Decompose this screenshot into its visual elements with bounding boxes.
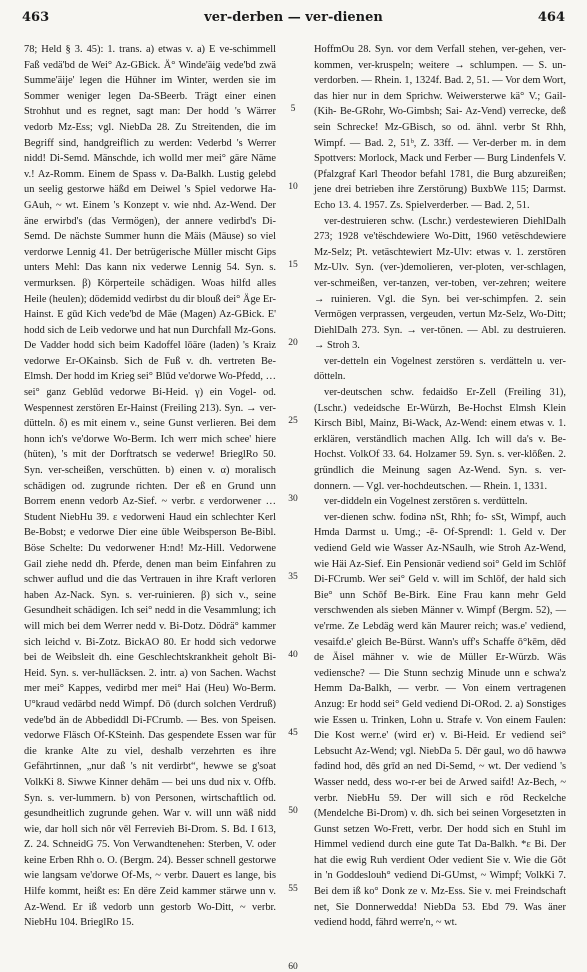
line-number: 10 [288, 182, 298, 193]
line-number: 55 [288, 884, 298, 895]
line-number: 25 [288, 416, 298, 427]
headword-range: ver-derben — ver-dienen [204, 10, 383, 25]
left-text-column [24, 42, 276, 929]
line-number: 20 [288, 338, 298, 349]
line-number: 30 [288, 494, 298, 505]
left-column-paragraph: 78; Held § 3. 45): 1. trans. a) etwas v. a) E ve-schimmell Faß vedä'bd de Wei° Az-GBick. Ä° Winde'äig vede'bd zwä Summe'äije' legen die Hühner im Winter, werden sie im Sommer weniger legen Da-SBeerb. Trägt einer einen Strohhut und es regnet, sagt man: Der hodd 's Wärrer vedorb Mz-Ess; vgl. NiebDa 28. Zu Streitenden, die im Begriff sind, handgreiflich zu werden: Vederbd 's Werrer nidd! Di-Semd. Mänschde, ich wolld mer mei° gäre Näme v.! Az-Romm. Einem de Spass v. Da-Balkh. Lustig gelebd un seelig gestorwe häßd em Deiwel 's Spiel vedorwe Ha-GAuh, ~ wt. Einem 's Konzept v. wie nhd. Az-Wend. Der äne erwirbd's (das Vermögen), der annere vedirbd's Di-Semd. De nächste Summer hunn die Mäis (Mäuse) so viel verdorwe Lennig 41. Der betrügerische Müller mischt Gips unters Mehl: Das kann nix vederwe Lennig 54. Syn. s. vermurksen. β) Körperteile schädigen. Woas hilfd alles Heile (heulen); dödemidd vedirbst du dir blouß dei° Äge Er-Hainst. E gūd Kich vede'bd de Mäe (Magen) Az-GBick. E' hodd sich de Leib vedorwe und hat nun Durchfall Mz-Gons. De Vadder hodd sich beim Kadoffel lōäre (laden) 's Kraiz vedorwe Er-OKainsb. Sich de Fuß v. dh. vertreten Be-Elmsh. Der hodd im Krieg sei° Blūd ve'dorwe Wo-Pfedd, … sei° ganz Geblūd vedorwe Bi-Heid. γ) ein Vogel- od. Wespennest zerstören Er-Hainst (Freiling 213). Syn. → ver-dütteln. δ) es mit einem v., seine Gunst verlieren. Bei dem honn ich's ve'dorwe Wo-Berm. Ich werr mich schee' hiere (hüten), 's mit der Dorftratsch se vederwe! BrieglRo 50. Syn. ver-scheißen, verschütten. b) einen v. α) moralisch schädigen od. zugrunde richten. Der eß en Grund unn Borrem enenn vedorb Az-Sief. ~ verbr. ε verdorwener … Student NiebHu 39. ε vedorweni Haud ein schlechter Kerl Be-Bobst; e vedorwe Dier eine üble Weibsperson Be-Bibl. Böse Schelte: Du vedorwener H:nd! Mz-Hill. Vedorwene Gail ziehe nedd dh. Pferde, denen man beim Einfahren zu schwer auflud und die das Vertrauen in ihre Kraft verloren haben Az-Nack. Syn. s. ver-ruinieren. β) sich v., seine Gesundheit schädigen. Ich sei° nedd in die Vesammlung; ich will mich bei dem Werrer nedd v. Bi-Dotz. Dödrä° kammer sich leichd v. Bi-Zotz. BickAO 80. Er hodd sich vedorwe bei de Weibsleit dh. eine Geschlechtskrankheit geholt Bi-Heid. Syn. s. ver-hulläcksen. 2. intr. a) von Sachen. Wachst mer mei° Kappes, vedirbd mer mei° Hai (Heu) Wo-Berm. U°kraud vedärbd nedd Wimpf. Dō (durch solchen Verdruß) vede'bd än de Abbediddl Di-FCrumb. — Bes. von Speisen. vedorwe Fläsch Of-KSteinh. Das gespendete Essen war für die kranke Alte zu viel, deshalb verzehrten es ihre Gefährtinnen, „nur daß 's nit verdirbt“, hewwe se g'soat VolkKi 8. Siwwe Kinner dehām — bei uns dud nix v. Offb. Syn. s. ver-lummern. b) von Personen, wirtschaftlich od. gesundheitlich zugrunde gehen. War v. will unn wāß nidd wie, dar holl sich nôr vēl Ferrevieh Bi-Drom. S. Bd. I 613, Z. 24. SchneidG 75. Von Verwandtenehen: Sterben, V. oder keine Erben Rhh o. O. (Bergm. 24). Besser schnell gestorwe wie langsam ve'dorwe Of-Ms, ~ verbr. Dauert es lange, bis Hilfe kommt, heißt es: En dëre Zeid kammer stärwe unn v. Az-Wend. Er iß vedorb unn gestorb Wo-Ditt, ~ verbr. NiebHu 104. BrieglRo 15. [24, 44, 276, 929]
right-column-paragraph: ver-dienen schw. fodinə nSt, Rhh; fo- sSt, Wimpf, auch Hmda Darmst u. Umg.; -ē- Of-Sprendl: 1. Geld v. Der vediend Geld wie Wasser Az-NSaulh, wie Stroh Az-Wend, wie Häi Az-Sief. Ein Pensionär vediend soi° Geld im Schlōf Di-FCrumb. Wer sei° Geld v. will im Schlōf, der hald sich Bie° unn Schōf Be-Birk. Eine Frau kann mehr Geld verschwenden als sieben Männer v. Wimpf (Bergm. 52), — ve'rme. Ze Lebdäg werd kän Maurer reich; was.e' vediend, vesaifd.e' gleich Be-Bürst. Wann's uff's Schaffe ō°kēm, dēd de Äisel mähner v. wie de Müller Er-Würzb. Wäs vediensche? — Die Stunn sechzig Minude unn e schwa'z Hemm Da-Balkh, — verbr. — Von einem vertragenen Anzug: Er hodd sei° Geld vediend Di-ORod. 2. a) Sonstiges wie Essen u. Trinken, Lohn u. Strafe v. Von einem Faulen: Die Kost werr.e' (wird er) v. Bi-Heid. Er vediend sei° Lebsucht Az-Wend; vgl. NiebDa 5. Dēr gaul, wo dō hawwə fədind hod, dēs grīd ən ned Di-Semd, ~ wt. Der vediend 's Wasser nedd, dess wo-r-er bei de Arwed saifd! Az-Bech, ~ verbr. NiebHu 59. Der will sich e röd Reckelche (Mendelche Bi-Drom) v. dh. sich bei seinen Vorgesetzten in Gunst setzen Wo-Frett, verbr. Der hodd sich en Stuhl im Himmel vediend durch eine gute Tat Da-Balkh. *ε Bi. Der hat die ewig Ruh verdient Oder vedient Sie v. Wie die Gōt in 'n Goddeslouh° vediend Di-GUmst, ~ Wimpf; VolkKi 7. Bei dem iß ko° Donk ze v. Mz-Ess. Sie v. mei Freindschaft net, Sie Donnerwedda! NiebDa 53. Ebd 79. Was äner vediend hodd, fährd werre'n, ~ wt. [314, 511, 566, 929]
page-number-left: 463 [22, 10, 50, 25]
right-text-column [314, 42, 566, 929]
line-number: 45 [288, 728, 298, 739]
line-number: 35 [288, 572, 298, 583]
right-column-paragraph: ver-detteln ein Vogelnest zerstören s. verdätteln u. ver-dötteln. [314, 355, 566, 383]
line-number-gutter [281, 42, 305, 972]
line-number: 40 [288, 650, 298, 661]
line-number: 50 [288, 806, 298, 817]
line-number: 5 [290, 104, 296, 115]
right-column-paragraph: HoffmOu 28. Syn. vor dem Verfall stehen, ver-gehen, ver-kommen, ver-kruspeln; weitere → schlumpen. — S. un-verdorben. — Rhein. 1, 1324f. Bad. 2, 51. — Vor dem Wort, das hier nur in dem Sprichw. Weiwersterwe kä° V.; Gail- (Kih- Be-GRohr, Wo-Gimbsh; Sai- Az-Vend) verrecke, deß sein Schrecke! Mz-GBisch, so od. ähnl. verbr St Rhh, Wimpf. — Bad. 2, 51ᵇ, Z. 33ff. — Ver-derber m. in dem Spottvers: Morlock, Mack und Ferber — Burg Lindenfels V. (Pfalzgraf Karl Theodor befahl 1781, die Burg abzureißen; jene drei betrieben ihre Zerstörung) BuxbWe 115; Darmst. Echo 13. 4. 1957. Zs. Spielverderber. — Bad. 2, 51. [314, 44, 566, 211]
line-number: 60 [288, 962, 298, 972]
right-column-paragraph: ver-destruieren schw. (Lschr.) verdestewieren DiehlDalh 273; 1928 ve'tëschdewiere Wo-Ditt, 1960 vetëschdewiere Mz-Selz; Pt. vetäschtewiert Mz-Ulv: etwas v. 1. zerstören Mz-Ulv. Syn. (ver-)demolieren, ver-ploten, ver-schlagen, ver-schmeißen, ver-tanzen, ver-toben, ver-zehren; weitere → ruinieren. Vgl. die Syn. bei ver-schimpfen. 2. sein Vermögen verprassen, vergeuden, vertun Mz-Selz, Wo-Ditt; DiehlDalh 273. Syn. → ver-tönen. — Abl. zu destruieren. → Stroh 3. [314, 215, 566, 352]
running-header [22, 10, 565, 28]
page-number-right: 464 [537, 10, 565, 25]
line-number: 15 [288, 260, 298, 271]
right-column-paragraph: ver-diddeln ein Vogelnest zerstören s. verdütteln. [324, 496, 528, 508]
right-column-paragraph: ver-deutschen schw. fedaidšo Er-Zell (Freiling 31), (Lschr.) vedeidsche Er-Würzh, Be-Hochst Elmsh Klein Kirsch Bibl, Mainz, Bi-Wack, Az-Wend: einem etwas v. 1. erklären, verständlich machen Allg. Ich will da's v. Be-Hochst. VolkOf 33. 64. Holzamer 59. Syn. s. ver-klōßen. 2. gründlich die Meinung sagen Az-Wend. Syn. s. ver-donnern. — Vgl. ver-hochdeutschen. — Rhein. 1, 1331. [314, 387, 566, 492]
